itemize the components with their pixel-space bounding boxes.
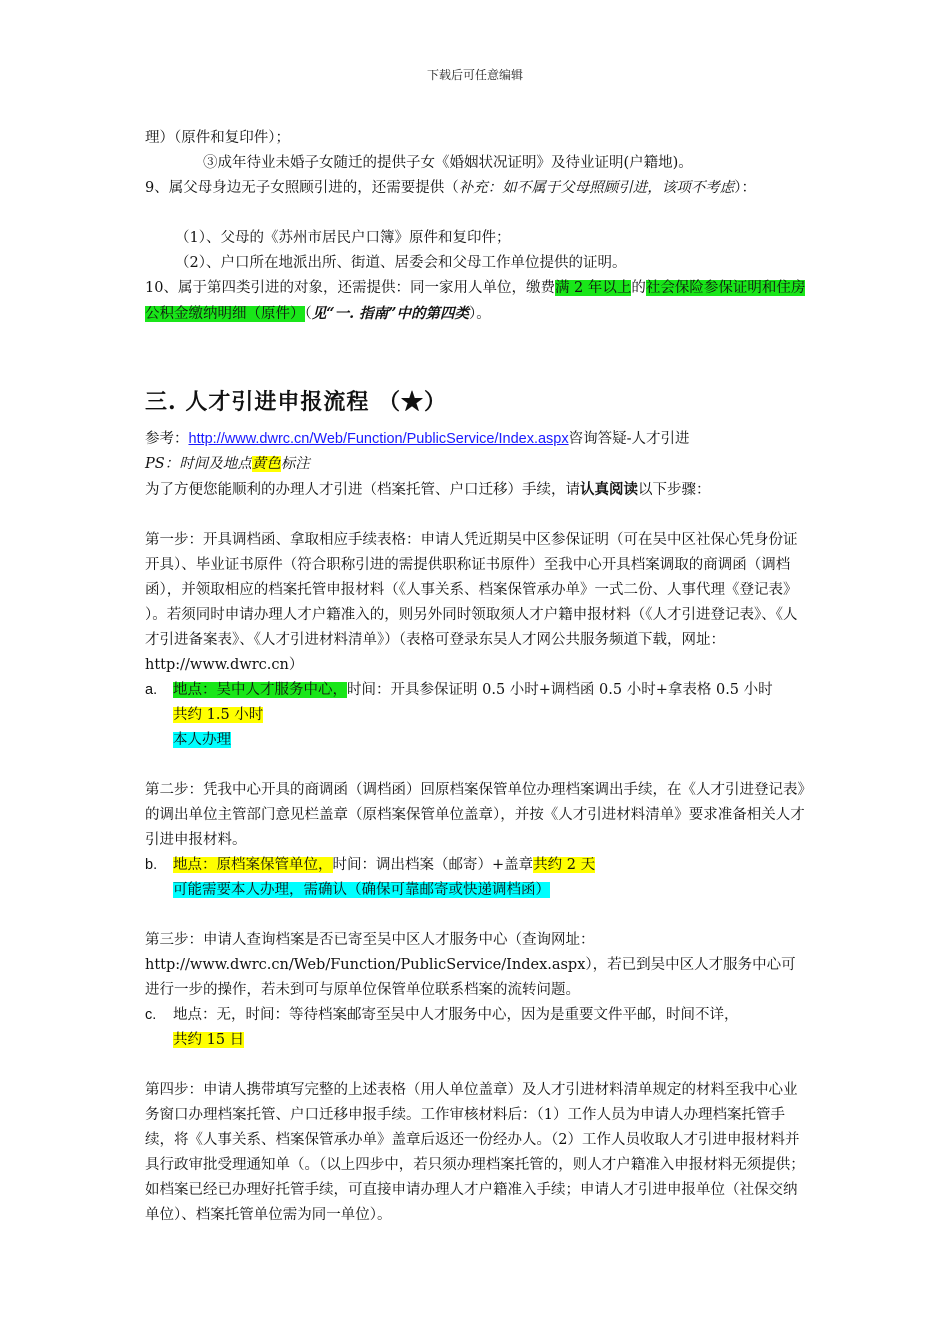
step-2-detail	[145, 853, 810, 878]
item-10-open: （	[304, 306, 312, 322]
ps-end: 标注	[280, 456, 310, 472]
item-9-note: 补充：如不属于父母照顾引进，该项不考虑	[458, 180, 735, 196]
step-3-text: 地点：无，时间：等待档案邮寄至吴中人才服务中心，因为是重要文件平邮，时间不详，	[173, 1007, 739, 1023]
step-1-detail	[145, 678, 810, 703]
item-10-reference: 见“一. 指南”中的第四类	[311, 305, 470, 322]
step-1-note: 本人办理	[173, 732, 231, 748]
item-10-close: ）。	[469, 306, 491, 322]
item-9-end: ）：	[734, 180, 756, 196]
highlight-duration: 满 2 年以上	[554, 280, 632, 296]
intro-end: 以下步骤：	[638, 482, 711, 498]
step-1-place: 地点：吴中人才服务中心，	[173, 682, 347, 698]
paragraph-item-10	[145, 276, 810, 327]
list-marker-c: c.	[145, 1007, 157, 1023]
step-3-detail	[145, 1003, 810, 1028]
section-heading: 三. 人才引进申报流程 （★）	[145, 389, 447, 415]
step-2-total: 共约 2 天	[533, 857, 596, 873]
document-body	[145, 126, 810, 1228]
item-10-joiner: 的	[631, 280, 646, 296]
intro-text: 为了方便您能顺利的办理人才引进（档案托管、户口迁移）手续，请	[145, 482, 580, 498]
page-header: 下载后可任意编辑	[426, 68, 523, 82]
paragraph-sub-1: （1）、父母的《苏州市居民户口簿》原件和复印件；	[175, 230, 511, 246]
step-2-place: 地点：原档案保管单位，	[173, 857, 333, 873]
paragraph-sub-2: （2）、户口所在地派出所、街道、居委会和父母工作单位提供的证明。	[175, 255, 627, 271]
intro-line	[145, 477, 810, 503]
reference-line	[145, 427, 810, 452]
paragraph-continuation: 理）（原件和复印件）；	[145, 130, 290, 146]
step-2-time: 时间：调出档案（邮寄）+盖章	[332, 857, 534, 873]
step-1: 第一步：开具调档函、拿取相应手续表格：申请人凭近期吴中区参保证明（可在吴中区社保心凭身份证开具）、毕业证书原件（符合职称引进的需提供职称证书原件）至我中心开具档案调取的商调函（调档函），并领取相应的档案托管申报材料（《人事关系、档案保管承办单》一式二份、人事代理《登记表》 ）。若须同时申请办理人才户籍准入的，则另外同时领取须人才户籍申报材料（《人才引进登记表》、《人才引进备案表》、《人才引进材料清单》）（表格可登录东吴人才网公共服务频道下载，网址：http://www.dwrc.cn）	[145, 532, 798, 673]
ps-highlight: 黄色	[251, 456, 281, 472]
step-1-note-line	[145, 728, 810, 753]
step-4: 第四步：申请人携带填写完整的上述表格（用人单位盖章）及人才引进材料清单规定的材料至我中心业务窗口办理档案托管、户口迁移申报手续。工作审核材料后：（1）工作人员为申请人办理档案托管手续，将《人事关系、档案保管承办单》盖章后返还一份经办人。（2）工作人员收取人才引进申报材料并具行政审批受理通知单（。（以上四步中，若只须办理档案托管的，则人才户籍准入申报材料无须提供；如档案已经已办理好托管手续，可直接申请办理人才户籍准入手续；申请人才引进申报单位（社保交纳单位）、档案托管单位需为同一单位）。	[145, 1082, 805, 1223]
step-1-total: 共约 1.5 小时	[173, 707, 264, 723]
paragraph-item-3: ③成年待业未婚子女随迁的提供子女《婚姻状况证明》及待业证明(户籍地)。	[203, 155, 693, 171]
step-1-time: 时间：开具参保证明 0.5 小时+调档函 0.5 小时+拿表格 0.5 小时	[347, 682, 773, 698]
step-3-total: 共约 15 日	[173, 1032, 245, 1048]
step-3-total-line	[145, 1028, 810, 1053]
ps-text: PS：时间及地点	[145, 456, 252, 472]
paragraph-item-9	[145, 176, 810, 201]
item-9-text: 9、属父母身边无子女照顾引进的，还需要提供（	[145, 180, 459, 196]
step-3: 第三步：申请人查询档案是否已寄至吴中区人才服务中心（查询网址：http://www.dwrc.cn/Web/Function/PublicService/Index.aspx），若已到吴中区人才服务中心可进行一步的操作，若未到可与原单位保管单位联系档案的流转问题。	[145, 932, 796, 998]
step-2-note: 可能需要本人办理，需确认（确保可靠邮寄或快递调档函）	[173, 882, 550, 898]
highlight-proof: 社会保险参保证明和住房公积金缴纳明细（原件）	[145, 280, 806, 322]
reference-tail: 咨询答疑-人才引进	[568, 431, 690, 447]
ps-line	[145, 452, 810, 477]
reference-link[interactable]: http://www.dwrc.cn/Web/Function/PublicService/Index.aspx	[188, 431, 569, 447]
reference-label: 参考：	[145, 431, 189, 447]
list-marker-a: a.	[145, 682, 158, 698]
step-2: 第二步：凭我中心开具的商调函（调档函）回原档案保管单位办理档案调出手续，在《人才引进登记表》的调出单位主管部门意见栏盖章（原档案保管单位盖章），并按《人才引进材料清单》要求准备相关人才引进申报材料。	[145, 782, 805, 848]
list-marker-b: b.	[145, 857, 158, 873]
step-1-total-line	[145, 703, 810, 728]
step-2-note-line	[145, 878, 810, 903]
item-10-text: 10、属于第四类引进的对象，还需提供：同一家用人单位，缴费	[145, 280, 555, 296]
intro-bold: 认真阅读	[580, 481, 638, 498]
